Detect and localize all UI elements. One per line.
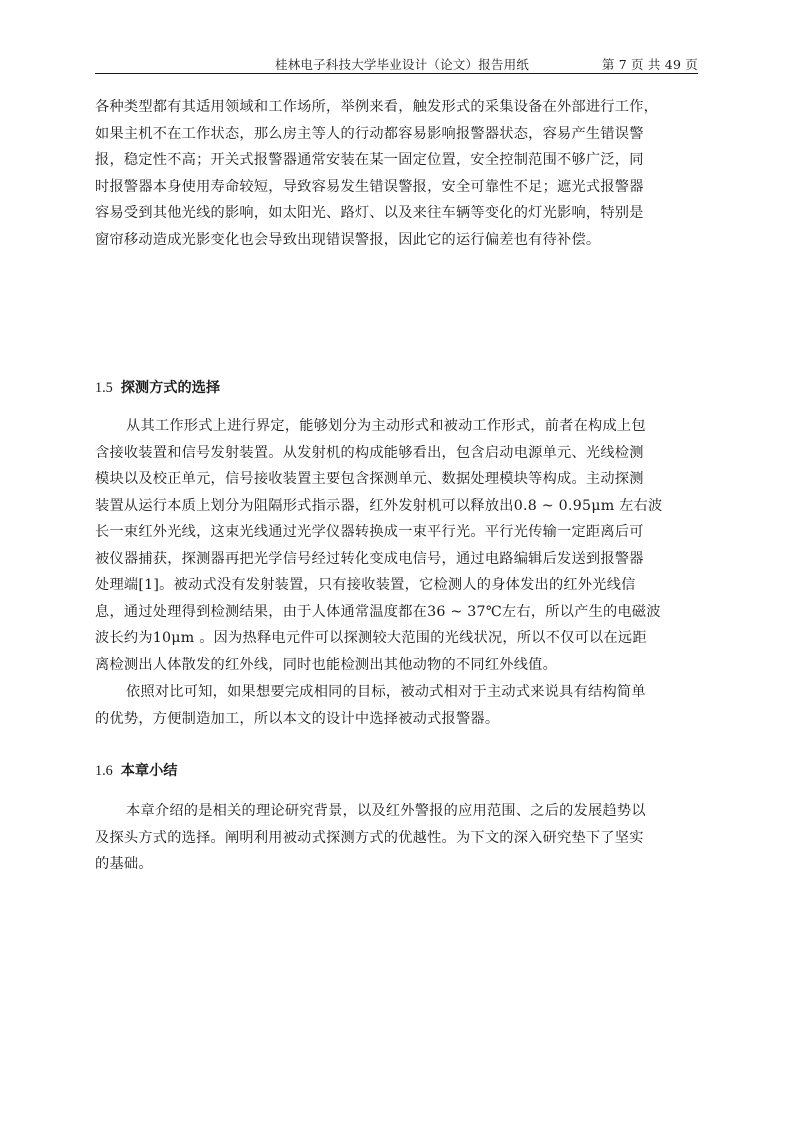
text-line: 装置从运行本质上划分为阻隔形式指示器，红外发射机可以释放出0.8 ~ 0.95μm 左右波: [95, 497, 663, 514]
text-line: 含接收装置和信号发射装置。从发射机的构成能够看出，包含启动电源单元、光线检测: [95, 444, 644, 461]
text-line: 息，通过处理得到检测结果，由于人体通常温度都在36 ~ 37℃左右，所以产生的电磁波: [95, 603, 661, 620]
paragraph-intro: [95, 94, 698, 253]
text-line: 容易受到其他光线的影响，如太阳光、路灯、以及来往车辆等变化的灯光影响，特别是: [95, 205, 644, 221]
section-number: 1.6: [95, 763, 113, 779]
text-line: 波长约为10μm 。因为热释电元件可以探测较大范围的光线状况，所以不仅可以在远距: [95, 630, 647, 646]
text-line: 被仪器捕获，探测器再把光学信号经过转化变成电信号，通过电路编辑后发送到报警器: [95, 550, 644, 567]
text-line: 时报警器本身使用寿命较短，导致容易发生错误警报，安全可靠性不足；遮光式报警器: [95, 178, 644, 195]
text-line: 及探头方式的选择。阐明利用被动式探测方式的优越性。为下文的深入研究垫下了坚实: [95, 829, 644, 846]
section-heading-1-5: [95, 378, 220, 398]
text-line: 窗帘移动造成光影变化也会导致出现错误警报，因此它的运行偏差也有待补偿。: [95, 231, 601, 248]
header-rule: [95, 73, 698, 74]
paragraph-comparison: [95, 679, 698, 732]
section-title: 本章小结: [120, 763, 178, 779]
text-line: 离检测出人体散发的红外线，同时也能检测出其他动物的不同红外线值。: [95, 656, 558, 673]
text-line: 本章介绍的是相关的理论研究背景，以及红外警报的应用范围、之后的发展趋势以: [126, 803, 646, 819]
text-line: 处理端[1]。被动式没有发射装置，只有接收装置，它检测人的身体发出的红外光线信: [95, 577, 636, 593]
header-page-info: 第 7 页 共 49 页: [601, 57, 698, 72]
page-header: [95, 52, 698, 72]
text-line: 长一束红外光线，这束光线通过光学仪器转换成一束平行光。平行光传输一定距离后可: [95, 524, 644, 540]
paragraph-detection-methods: [95, 413, 698, 678]
text-line: 各种类型都有其适用领域和工作场所，举例来看，触发形式的采集设备在外部进行工作，: [95, 99, 659, 115]
text-line: 从其工作形式上进行界定，能够划分为主动形式和被动工作形式，前者在构成上包: [126, 418, 646, 434]
text-line: 的优势，方便制造加工，所以本文的设计中选择被动式报警器。: [95, 710, 500, 727]
section-number: 1.5: [95, 380, 113, 396]
section-heading-1-6: [95, 761, 178, 781]
text-line: 依照对比可知，如果想要完成相同的目标，被动式相对于主动式来说具有结构简单: [126, 684, 646, 700]
header-school-title: 桂林电子科技大学毕业设计（论文）报告用纸: [275, 57, 530, 72]
text-line: 的基础。: [95, 856, 153, 872]
text-line: 报，稳定性不高；开关式报警器通常安装在某一固定位置，安全控制范围不够广泛，同: [95, 152, 644, 168]
paragraph-chapter-summary: [95, 798, 698, 878]
text-line: 模块以及校正单元，信号接收装置主要包含探测单元、数据处理模块等构成。主动探测: [95, 471, 644, 487]
text-line: 如果主机不在工作状态，那么房主等人的行动都容易影响报警器状态，容易产生错误警: [95, 125, 644, 142]
section-title: 探测方式的选择: [120, 380, 221, 396]
